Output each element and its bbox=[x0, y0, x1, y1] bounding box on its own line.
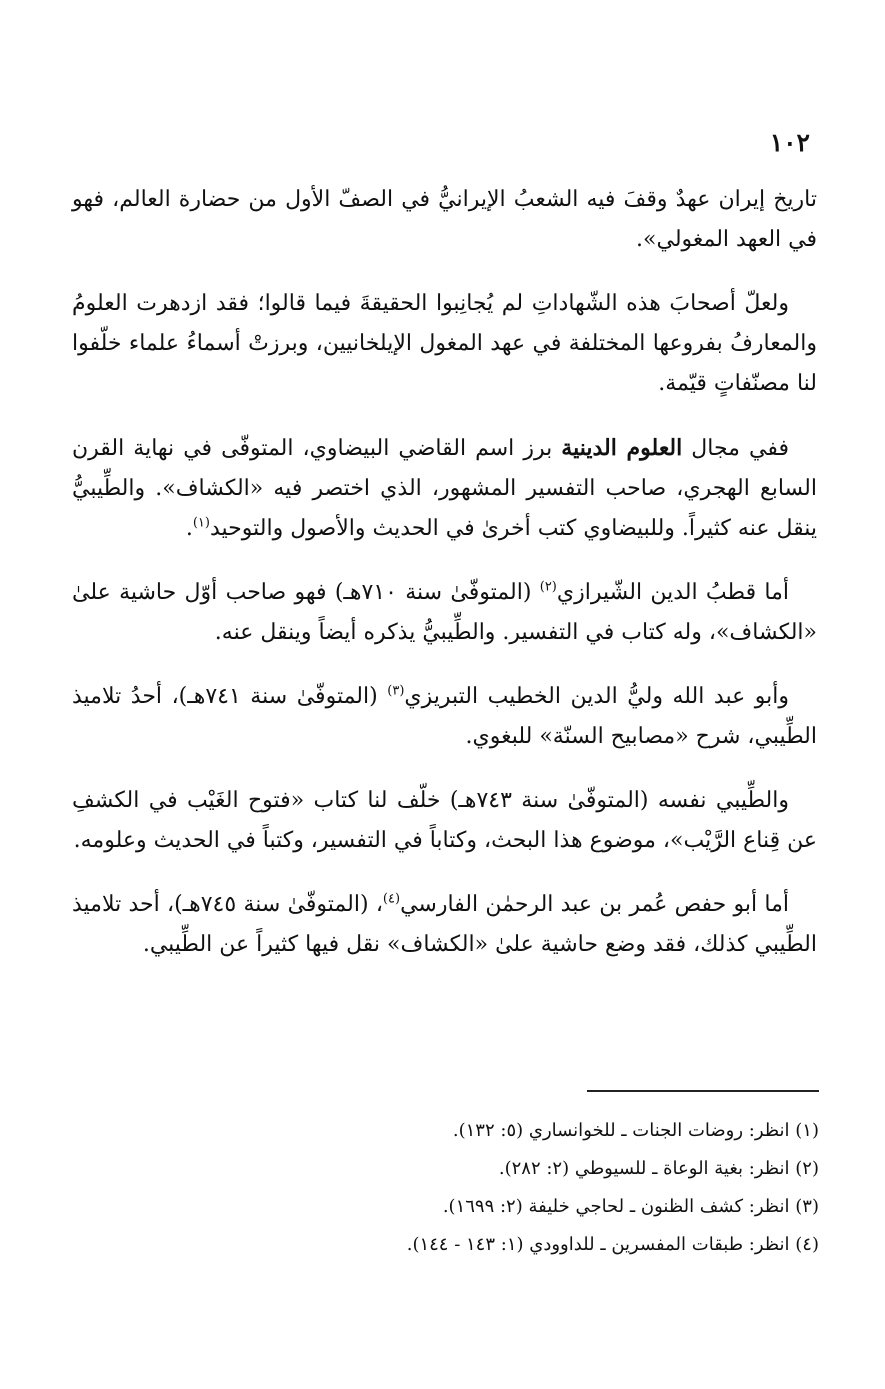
paragraph-3-prefix: ففي مجال bbox=[682, 436, 789, 461]
footnote-2: (٢) انظر: بغية الوعاة ـ للسيوطي (٢: ٢٨٢). bbox=[498, 1158, 819, 1179]
paragraph-7 bbox=[72, 885, 817, 965]
paragraph-6: والطِّيبي نفسه (المتوفّىٰ سنة ٧٤٣هـ) خلّف لنا كتاب «فتوح الغَيْب في الكشفِ عن قِناع الرَّيْب»، موضوع هذا البحث، وكتاباً في التفسير، وكتباً في الحديث وعلومه. bbox=[72, 788, 817, 853]
footnotes bbox=[74, 1112, 819, 1264]
paragraph-4 bbox=[72, 573, 817, 653]
paragraph-3-text: برز اسم القاضي البيضاوي، المتوفّى في نهاية القرن السابع الهجري، صاحب التفسير المشهور، الذي اختصر فيه «الكشاف». والطِّيبيُّ ينقل عنه كثيراً. وللبيضاوي كتب أخرىٰ في الحديث والأصول والتوحيد bbox=[72, 436, 817, 541]
main-text bbox=[72, 180, 817, 989]
footnote-4: (٤) انظر: طبقات المفسرين ـ للداوودي (١: ١٤٣ - ١٤٤). bbox=[406, 1234, 819, 1255]
footnote-3: (٣) انظر: كشف الظنون ـ لحاجي خليفة (٢: ١٦٩٩). bbox=[442, 1196, 819, 1217]
paragraph-3-end: . bbox=[185, 516, 193, 541]
footnote-1: (١) انظر: روضات الجنات ـ للخوانساري (٥: ١٣٢). bbox=[452, 1120, 819, 1141]
footnote-divider bbox=[587, 1090, 819, 1092]
footnote-ref-2[interactable]: (٢) bbox=[539, 579, 557, 595]
page-number: ١٠٢ bbox=[769, 128, 810, 157]
paragraph-4-text: أما قطبُ الدين الشّيرازي bbox=[556, 580, 790, 605]
paragraph-2: ولعلّ أصحابَ هذه الشّهاداتِ لم يُجانِبوا الحقيقةَ فيما قالوا؛ فقد ازدهرت العلومُ والمعارفُ بفروعها المختلفة في عهد المغول الإيلخانيين، وبرزتْ أسماءُ علماء خلّفوا لنا مصنّفاتٍ قيّمة. bbox=[72, 291, 817, 396]
paragraph-1: تاريخ إيران عهدٌ وقفَ فيه الشعبُ الإيرانيُّ في الصفّ الأول من حضارة العالم، فهو في العهد المغولي». bbox=[72, 187, 817, 252]
paragraph-5-rest: (المتوفّىٰ سنة ٧٤١هـ)، أحدُ تلاميذ الطِّيبي، شرح «مصابيح السنّة» للبغوي. bbox=[72, 684, 817, 749]
paragraph-5-text: وأبو عبد الله وليُّ الدين الخطيب التبريزي bbox=[404, 684, 790, 709]
footnote-ref-3[interactable]: (٣) bbox=[387, 683, 405, 699]
religious-sciences-heading: العلوم الدينية bbox=[561, 435, 683, 461]
footnote-ref-4[interactable]: (٤) bbox=[382, 891, 401, 907]
paragraph-7-text: أما أبو حفص عُمر بن عبد الرحمٰن الفارسي bbox=[400, 892, 790, 917]
paragraph-4-rest: (المتوفّىٰ سنة ٧١٠هـ) فهو صاحب أوّل حاشية علىٰ «الكشاف»، وله كتاب في التفسير. والطِّيبيُّ يذكره أيضاً وينقل عنه. bbox=[72, 580, 817, 645]
footnote-ref-1[interactable]: (١) bbox=[192, 515, 210, 531]
paragraph-7-rest: ، (المتوفّىٰ سنة ٧٤٥هـ)، أحد تلاميذ الطِّيبي كذلك، فقد وضع حاشية علىٰ «الكشاف» نقل فيها كثيراً عن الطِّيبي. bbox=[72, 892, 817, 957]
paragraph-5 bbox=[72, 677, 817, 757]
paragraph-3 bbox=[72, 428, 817, 549]
